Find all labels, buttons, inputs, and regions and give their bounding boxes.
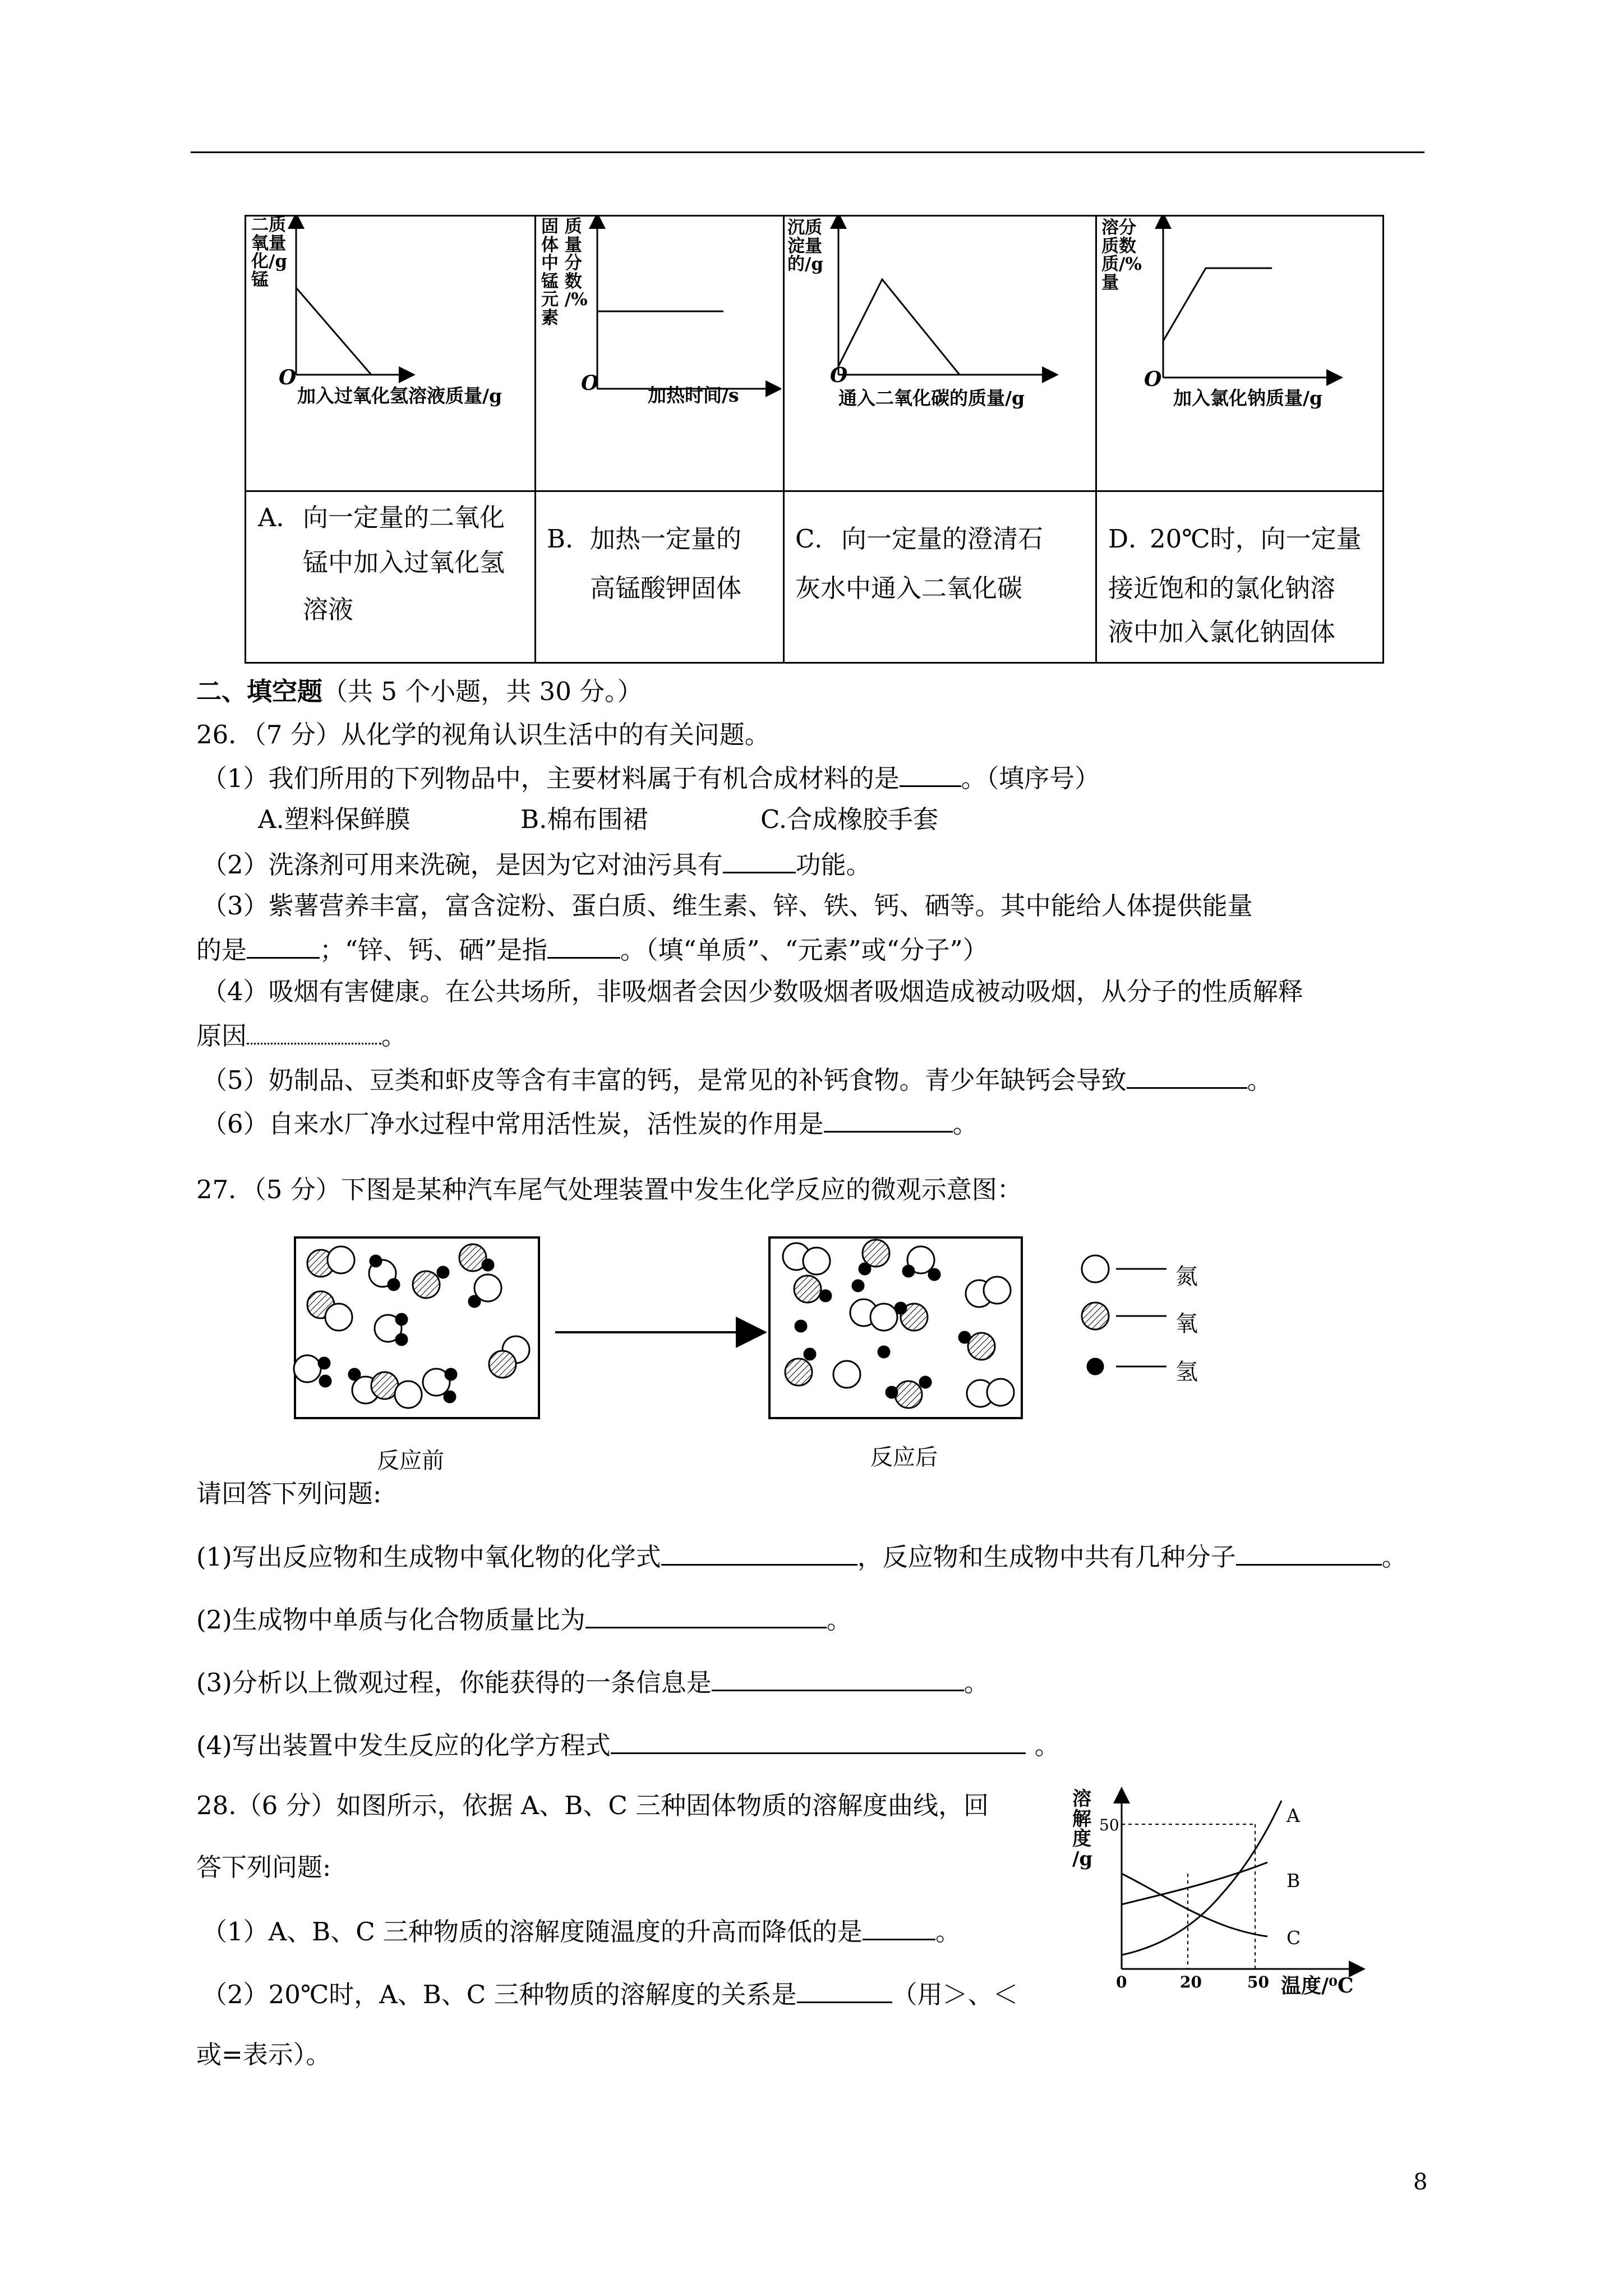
sol-xtick-0: 0 bbox=[1116, 1973, 1127, 1991]
graph-b-origin: O bbox=[581, 371, 599, 395]
curve-c bbox=[1122, 1874, 1267, 1936]
caption-c-line2: 灰水中通入二氧化碳 bbox=[795, 573, 1023, 603]
legend-hydrogen: 氢 bbox=[1175, 1359, 1198, 1385]
graph-a-origin: O bbox=[279, 366, 297, 389]
q26-p3b-end: 。（填“单质”、“元素”或“分子”） bbox=[620, 935, 988, 965]
caption-b-line2: 高锰酸钾固体 bbox=[590, 573, 742, 603]
q28-header: 28.（6 分）如图所示，依据 A、B、C 三种固体物质的溶解度曲线，回 bbox=[196, 1791, 989, 1820]
q26-p4b-blank[interactable] bbox=[247, 1022, 381, 1045]
q27-s2 bbox=[196, 1605, 852, 1635]
graph-c-axes bbox=[781, 215, 1094, 489]
caption-d-line1: 20℃时，向一定量 bbox=[1150, 524, 1362, 554]
legend bbox=[1082, 1255, 1166, 1374]
q27-s4-blank[interactable] bbox=[611, 1731, 1026, 1754]
q26-p5-text: （5）奶制品、豆类和虾皮等含有丰富的钙，是常见的补钙食物。青少年缺钙会导致 bbox=[202, 1065, 1127, 1095]
q27-s1-blank2[interactable] bbox=[1236, 1543, 1382, 1566]
q27-s4-text: (4)写出装置中发生反应的化学方程式 bbox=[196, 1731, 611, 1760]
q26-p6 bbox=[202, 1110, 978, 1137]
q27-s4-end: 。 bbox=[1034, 1731, 1060, 1760]
q27-s4 bbox=[196, 1731, 1060, 1758]
q27-s1-end: 。 bbox=[1381, 1542, 1407, 1572]
curve-b bbox=[1122, 1862, 1267, 1904]
q26-p3b-blank1[interactable] bbox=[247, 936, 320, 959]
label-before: 反应前 bbox=[377, 1448, 444, 1474]
q26-p2-end: 功能。 bbox=[795, 850, 872, 880]
q26-p5-blank[interactable] bbox=[1127, 1066, 1247, 1089]
graph-b-xlabel: 加热时间/s bbox=[648, 384, 739, 406]
section-title: 二、填空题 bbox=[196, 677, 323, 706]
q27-s3-text: (3)分析以上微观过程，你能获得的一条信息是 bbox=[196, 1668, 712, 1697]
caption-d-line3: 液中加入氯化钠固体 bbox=[1108, 617, 1336, 647]
section-note: （共 5 个小题，共 30 分。） bbox=[322, 677, 643, 706]
q27-s2-text: (2)生成物中单质与化合物质量比为 bbox=[196, 1605, 585, 1635]
graph-a-axes bbox=[245, 215, 533, 489]
label-after: 反应后 bbox=[870, 1444, 938, 1470]
section-heading bbox=[196, 679, 643, 704]
q26-p3: （3）紫薯营养丰富，富含淀粉、蛋白质、维生素、锌、铁、钙、硒等。其中能给人体提供能量 bbox=[202, 891, 1253, 921]
q28-s1-end: 。 bbox=[935, 1917, 961, 1947]
q26-p1-text: （1）我们所用的下列物品中，主要材料属于有机合成材料的是 bbox=[202, 763, 900, 793]
q26-p4: （4）吸烟有害健康。在公共场所，非吸烟者会因少数吸烟者吸烟造成被动吸烟，从分子的性质解释 bbox=[202, 977, 1303, 1006]
q27-s1-text: (1)写出反应物和生成物中氧化物的化学式 bbox=[196, 1542, 661, 1572]
q26-p2 bbox=[202, 850, 872, 880]
q26-p5 bbox=[202, 1066, 1272, 1093]
q26-opt-a: A.塑料保鲜膜 bbox=[258, 804, 411, 834]
q27-s2-end: 。 bbox=[826, 1605, 852, 1635]
graph-d-xlabel: 加入氯化钠质量/g bbox=[1173, 387, 1323, 409]
q26-p3b-mid: ；“锌、钙、硒”是指 bbox=[320, 935, 548, 965]
page-number: 8 bbox=[1413, 2169, 1428, 2195]
sol-ylabel: 溶 解 度 /g bbox=[1072, 1788, 1093, 1871]
q26-p3b bbox=[196, 936, 988, 963]
q26-p3b-text: 的是 bbox=[196, 935, 247, 965]
graph-c-xlabel: 通入二氧化碳的质量/g bbox=[838, 387, 1025, 409]
q26-p4b-end: 。 bbox=[381, 1021, 407, 1051]
legend-nitrogen: 氮 bbox=[1175, 1264, 1198, 1290]
q26-header: 26．（7 分）从化学的视角认识生活中的有关问题。 bbox=[196, 720, 770, 749]
q28-s1 bbox=[202, 1917, 961, 1947]
sol-label-b: B bbox=[1287, 1870, 1301, 1892]
q27-s2-blank[interactable] bbox=[585, 1605, 827, 1628]
q26-p2-text: （2）洗涤剂可用来洗碗，是因为它对油污具有 bbox=[202, 850, 723, 880]
q26-opt-c: C.合成橡胶手套 bbox=[760, 804, 939, 834]
header-rule bbox=[191, 151, 1424, 153]
graph-a-xlabel: 加入过氧化氢溶液质量/g bbox=[297, 385, 502, 407]
q26-p6-blank[interactable] bbox=[824, 1110, 953, 1133]
q26-opt-b: B.棉布围裙 bbox=[520, 804, 648, 834]
sol-xtick-50: 50 bbox=[1247, 1973, 1269, 1991]
sol-label-a: A bbox=[1287, 1805, 1300, 1826]
q26-p1 bbox=[202, 764, 1100, 791]
q27-s1-mid: ，反应物和生成物中共有几种分子 bbox=[857, 1542, 1236, 1572]
q27-s1-blank1[interactable] bbox=[661, 1543, 857, 1566]
graph-d-origin: O bbox=[1144, 367, 1162, 391]
q28-s2b: 或=表示）。 bbox=[196, 2040, 331, 2069]
q27-prompt: 请回答下列问题: bbox=[196, 1479, 382, 1508]
q26-p6-text: （6）自来水厂净水过程中常用活性炭，活性炭的作用是 bbox=[202, 1109, 824, 1139]
q26-p5-end: 。 bbox=[1247, 1065, 1272, 1095]
q26-p6-end: 。 bbox=[952, 1109, 978, 1139]
q26-p4b bbox=[196, 1021, 407, 1051]
caption-d-line2: 接近饱和的氯化钠溶 bbox=[1108, 573, 1336, 603]
caption-c-line1: 向一定量的澄清石 bbox=[841, 524, 1044, 554]
graph-c-origin: O bbox=[830, 364, 848, 387]
caption-a-line1: 向一定量的二氧化 bbox=[303, 503, 505, 532]
q28-s2-text: （2）20℃时，A、B、C 三种物质的溶解度的关系是 bbox=[202, 1980, 797, 2009]
q26-p3b-blank2[interactable] bbox=[547, 936, 620, 959]
curve-a bbox=[1122, 1801, 1281, 1955]
sol-label-c: C bbox=[1287, 1927, 1301, 1949]
q26-p2-blank[interactable] bbox=[723, 850, 796, 873]
q26-p4b-text: 原因 bbox=[196, 1021, 247, 1051]
q28-header2: 答下列问题: bbox=[196, 1852, 331, 1882]
sol-xtick-20: 20 bbox=[1180, 1973, 1202, 1991]
reaction-diagram bbox=[292, 1234, 1413, 1458]
q26-p1-blank[interactable] bbox=[900, 764, 961, 787]
legend-oxygen: 氧 bbox=[1175, 1311, 1198, 1337]
q28-s1-text: （1）A、B、C 三种物质的溶解度随温度的升高而降低的是 bbox=[202, 1917, 863, 1947]
graph-a-ylabel: 二质 氧量 化/g 锰 bbox=[251, 215, 287, 290]
caption-a-prefix: A． bbox=[258, 503, 302, 532]
q27-header: 27．（5 分）下图是某种汽车尾气处理装置中发生化学反应的微观示意图： bbox=[196, 1175, 1022, 1204]
q27-s1 bbox=[196, 1543, 1407, 1570]
caption-b-line1: 加热一定量的 bbox=[590, 524, 742, 554]
graph-d-ylabel: 溶分 质数 质/% 量 bbox=[1101, 218, 1142, 293]
caption-c-prefix: C． bbox=[795, 524, 840, 554]
graph-c-ylabel: 沉质 淀量 的/g bbox=[787, 218, 823, 275]
q28-s2 bbox=[202, 1980, 1018, 2007]
caption-a-line2: 锰中加入过氧化氢 bbox=[303, 547, 505, 577]
q27-s3 bbox=[196, 1668, 989, 1695]
caption-d-prefix: D． bbox=[1108, 524, 1154, 554]
sol-y50: 50 bbox=[1099, 1816, 1119, 1834]
q27-s3-end: 。 bbox=[963, 1668, 989, 1697]
q28-s2-blank[interactable] bbox=[797, 1980, 892, 2003]
caption-a-line3: 溶液 bbox=[303, 595, 354, 624]
sol-xlabel: 温度/⁰C bbox=[1281, 1974, 1354, 1998]
caption-b-prefix: B． bbox=[547, 524, 591, 554]
q28-s2-end: （用＞、＜ bbox=[892, 1980, 1018, 2009]
q28-s1-blank[interactable] bbox=[863, 1917, 935, 1940]
graph-b-ylabel: 固 质 体 量 中 分 锰 数 元 /% 素 bbox=[541, 217, 588, 328]
q27-s3-blank[interactable] bbox=[712, 1668, 964, 1691]
q26-p1-end: 。（填序号） bbox=[961, 763, 1100, 793]
